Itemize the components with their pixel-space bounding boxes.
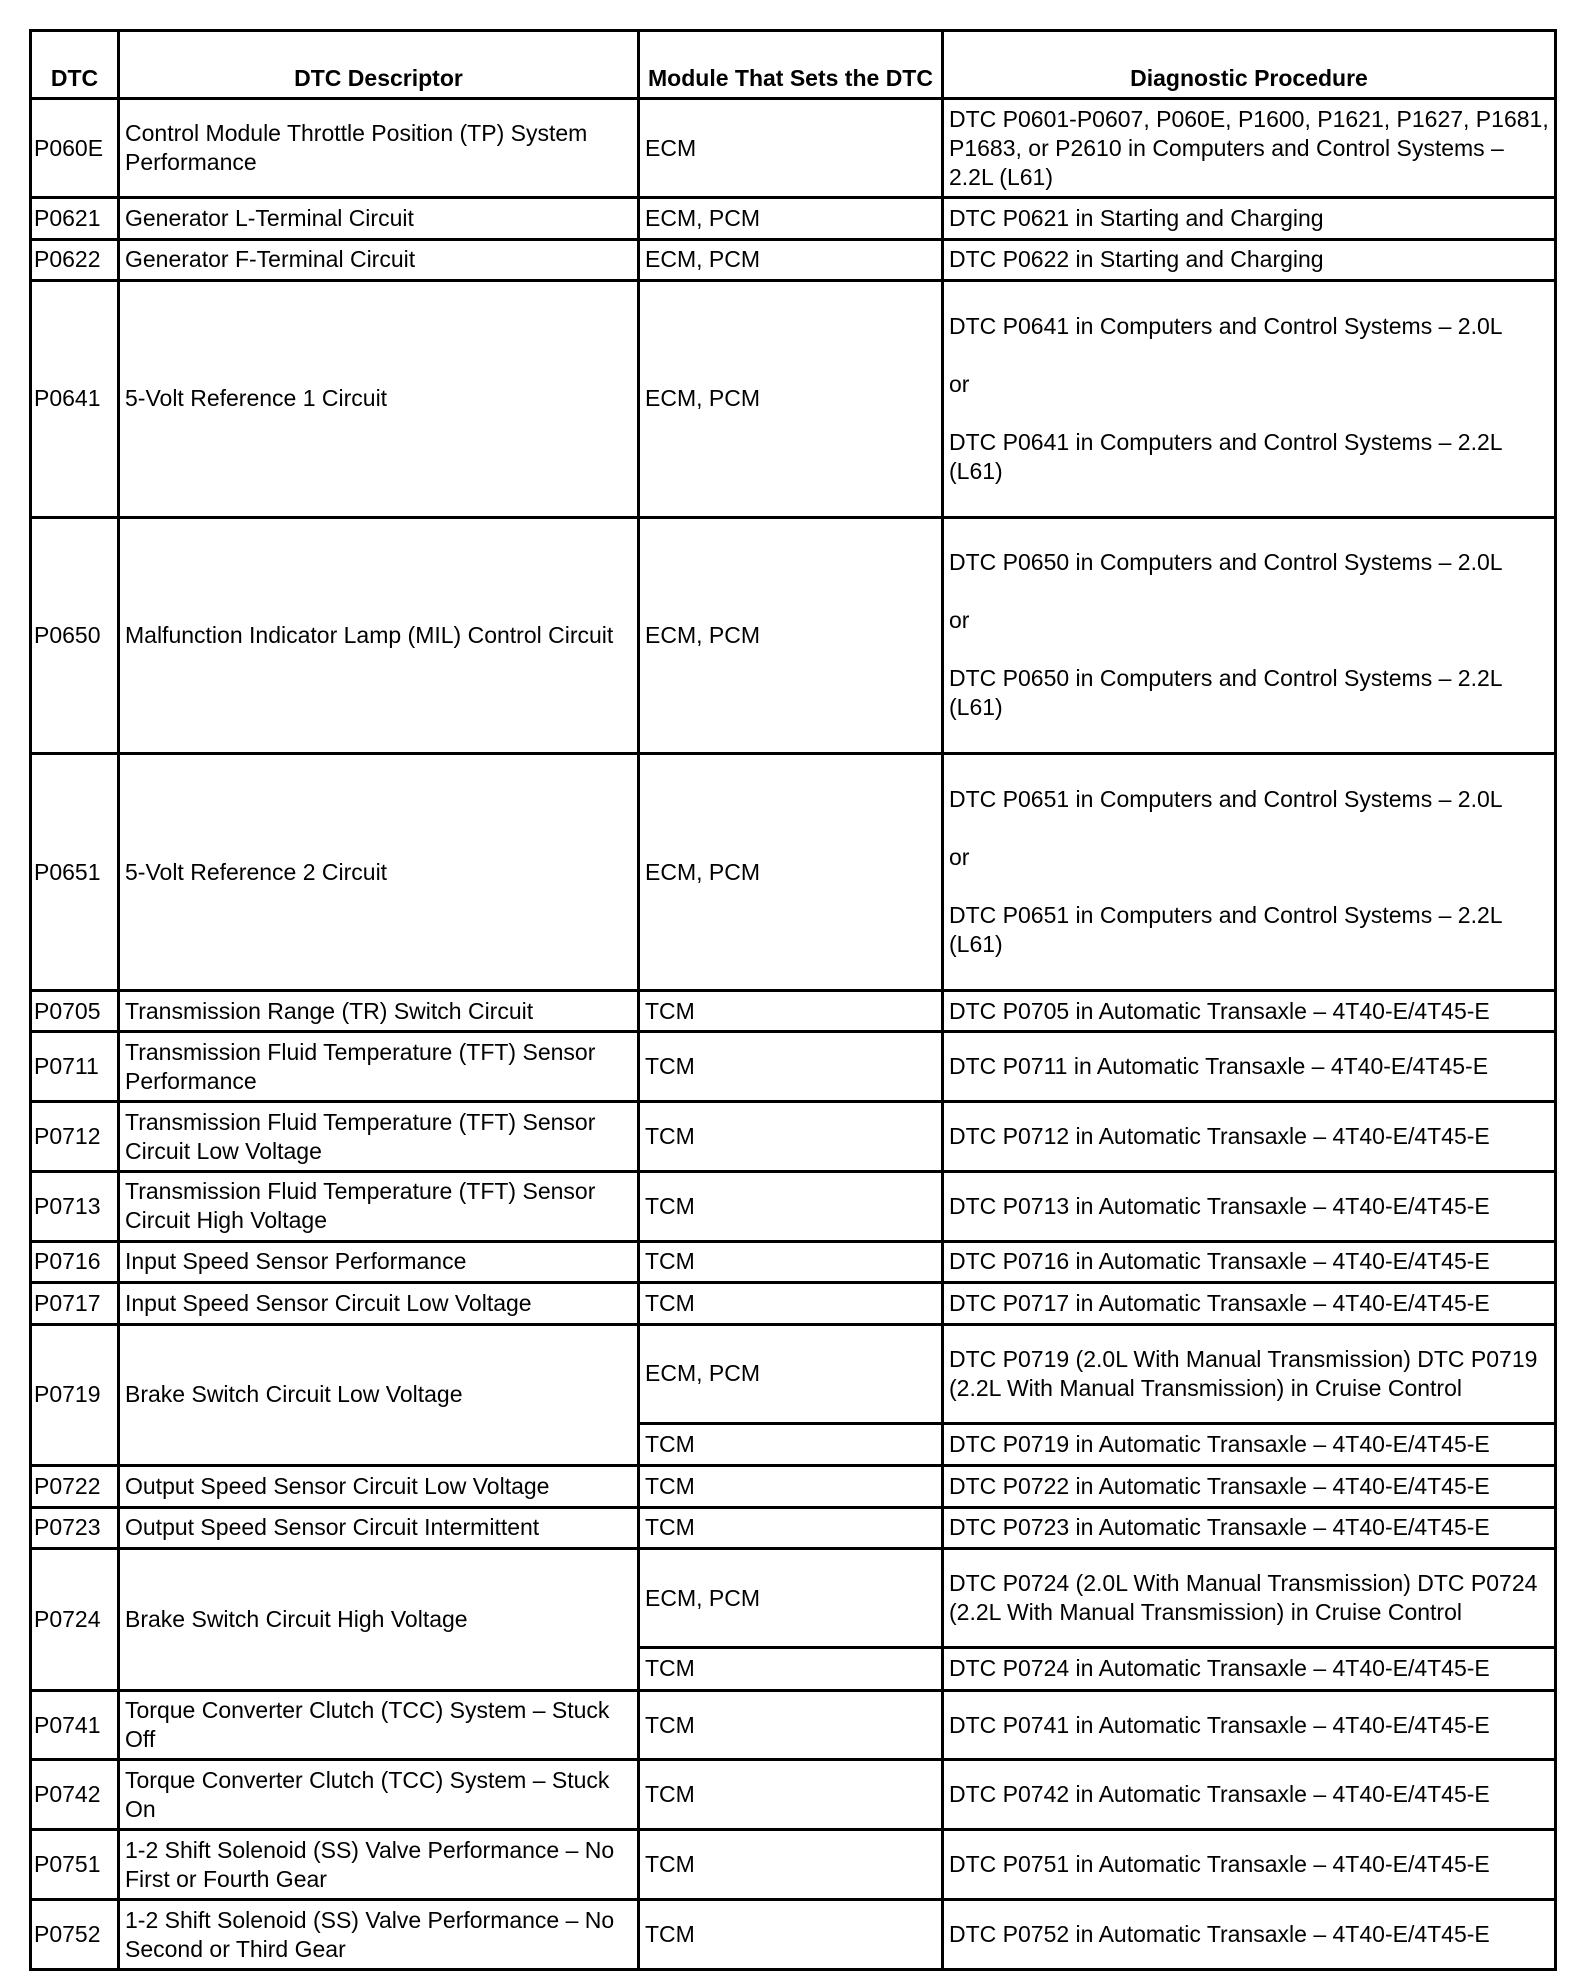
- dtc-code: P0650: [31, 517, 119, 754]
- header-procedure: Diagnostic Procedure: [943, 31, 1556, 99]
- table-row: [31, 1324, 1556, 1423]
- procedure-cell: DTC P0723 in Automatic Transaxle – 4T40-E/4T45-E: [943, 1507, 1556, 1548]
- dtc-descriptor: Malfunction Indicator Lamp (MIL) Control Circuit: [119, 517, 639, 754]
- module-cell: ECM, PCM: [639, 517, 943, 754]
- table-row: [31, 754, 1556, 991]
- procedure-cell: DTC P0622 in Starting and Charging: [943, 239, 1556, 280]
- dtc-descriptor: Torque Converter Clutch (TCC) System – Stuck Off: [119, 1690, 639, 1760]
- procedure-cell: DTC P0650 in Computers and Control Systems – 2.0L or DTC P0650 in Computers and Control Systems – 2.2L (L61): [943, 517, 1556, 754]
- table-row: [31, 239, 1556, 280]
- dtc-descriptor: Transmission Fluid Temperature (TFT) Sensor Circuit Low Voltage: [119, 1102, 639, 1172]
- dtc-descriptor: 5-Volt Reference 1 Circuit: [119, 281, 639, 518]
- procedure-cell: DTC P0717 in Automatic Transaxle – 4T40-E/4T45-E: [943, 1283, 1556, 1324]
- dtc-code: P0713: [31, 1171, 119, 1241]
- procedure-cell: DTC P0719 in Automatic Transaxle – 4T40-E/4T45-E: [943, 1423, 1556, 1465]
- module-cell: TCM: [639, 1102, 943, 1172]
- dtc-descriptor: Brake Switch Circuit Low Voltage: [119, 1324, 639, 1466]
- dtc-code: P0741: [31, 1690, 119, 1760]
- table-row: [31, 1283, 1556, 1324]
- dtc-code: P0722: [31, 1466, 119, 1507]
- dtc-code: P0712: [31, 1102, 119, 1172]
- module-cell: ECM, PCM: [639, 1324, 943, 1423]
- table-row: [31, 1549, 1556, 1648]
- table-row: [31, 1830, 1556, 1900]
- procedure-cell: DTC P0716 in Automatic Transaxle – 4T40-E/4T45-E: [943, 1241, 1556, 1282]
- module-cell: ECM, PCM: [639, 239, 943, 280]
- procedure-cell: DTC P0641 in Computers and Control Systems – 2.0L or DTC P0641 in Computers and Control Systems – 2.2L (L61): [943, 281, 1556, 518]
- module-cell: ECM, PCM: [639, 1549, 943, 1648]
- table-row: [31, 1507, 1556, 1548]
- table-row: [31, 1900, 1556, 1970]
- dtc-code: P0723: [31, 1507, 119, 1548]
- table-row: [31, 990, 1556, 1031]
- table-body: [31, 99, 1556, 1970]
- table-row: [31, 1690, 1556, 1760]
- dtc-code: P0641: [31, 281, 119, 518]
- procedure-cell: DTC P0601-P0607, P060E, P1600, P1621, P1627, P1681, P1683, or P2610 in Computers and Control Systems – 2.2L (L61): [943, 99, 1556, 198]
- dtc-descriptor: Brake Switch Circuit High Voltage: [119, 1549, 639, 1691]
- module-cell: TCM: [639, 1648, 943, 1690]
- module-cell: TCM: [639, 1283, 943, 1324]
- module-cell: ECM, PCM: [639, 754, 943, 991]
- procedure-cell: DTC P0724 in Automatic Transaxle – 4T40-E/4T45-E: [943, 1648, 1556, 1690]
- header-row: [31, 31, 1556, 99]
- module-cell: TCM: [639, 1760, 943, 1830]
- table-row: [31, 1102, 1556, 1172]
- dtc-code: P0751: [31, 1830, 119, 1900]
- table-row: [31, 1171, 1556, 1241]
- module-cell: TCM: [639, 1241, 943, 1282]
- procedure-cell: DTC P0752 in Automatic Transaxle – 4T40-E/4T45-E: [943, 1900, 1556, 1970]
- dtc-code: P0651: [31, 754, 119, 991]
- dtc-descriptor: Transmission Fluid Temperature (TFT) Sensor Circuit High Voltage: [119, 1171, 639, 1241]
- table-row: [31, 99, 1556, 198]
- module-cell: TCM: [639, 990, 943, 1031]
- dtc-code: P0711: [31, 1032, 119, 1102]
- dtc-code: P0719: [31, 1324, 119, 1466]
- header-descriptor: DTC Descriptor: [119, 31, 639, 99]
- module-cell: TCM: [639, 1466, 943, 1507]
- module-cell: TCM: [639, 1171, 943, 1241]
- procedure-cell: DTC P0711 in Automatic Transaxle – 4T40-E/4T45-E: [943, 1032, 1556, 1102]
- header-module: Module That Sets the DTC: [639, 31, 943, 99]
- dtc-descriptor: Transmission Fluid Temperature (TFT) Sensor Performance: [119, 1032, 639, 1102]
- procedure-cell: DTC P0621 in Starting and Charging: [943, 198, 1556, 239]
- dtc-descriptor: Transmission Range (TR) Switch Circuit: [119, 990, 639, 1031]
- dtc-descriptor: Input Speed Sensor Performance: [119, 1241, 639, 1282]
- table-row: [31, 198, 1556, 239]
- module-cell: TCM: [639, 1032, 943, 1102]
- module-cell: TCM: [639, 1507, 943, 1548]
- module-cell: ECM, PCM: [639, 281, 943, 518]
- dtc-descriptor: Torque Converter Clutch (TCC) System – Stuck On: [119, 1760, 639, 1830]
- module-cell: TCM: [639, 1900, 943, 1970]
- header-dtc: DTC: [31, 31, 119, 99]
- table-row: [31, 1032, 1556, 1102]
- procedure-cell: DTC P0724 (2.0L With Manual Transmission) DTC P0724 (2.2L With Manual Transmission) in Cruise Control: [943, 1549, 1556, 1648]
- module-cell: TCM: [639, 1423, 943, 1465]
- procedure-cell: DTC P0705 in Automatic Transaxle – 4T40-E/4T45-E: [943, 990, 1556, 1031]
- dtc-code: P0742: [31, 1760, 119, 1830]
- dtc-code: P0705: [31, 990, 119, 1031]
- procedure-cell: DTC P0719 (2.0L With Manual Transmission) DTC P0719 (2.2L With Manual Transmission) in Cruise Control: [943, 1324, 1556, 1423]
- dtc-descriptor: Generator F-Terminal Circuit: [119, 239, 639, 280]
- procedure-cell: DTC P0741 in Automatic Transaxle – 4T40-E/4T45-E: [943, 1690, 1556, 1760]
- dtc-code: P060E: [31, 99, 119, 198]
- dtc-descriptor: Control Module Throttle Position (TP) System Performance: [119, 99, 639, 198]
- dtc-descriptor: 1-2 Shift Solenoid (SS) Valve Performance – No Second or Third Gear: [119, 1900, 639, 1970]
- dtc-table: [29, 29, 1557, 1971]
- table-row: [31, 1760, 1556, 1830]
- module-cell: TCM: [639, 1830, 943, 1900]
- dtc-code: P0717: [31, 1283, 119, 1324]
- dtc-descriptor: Input Speed Sensor Circuit Low Voltage: [119, 1283, 639, 1324]
- table-row: [31, 1466, 1556, 1507]
- dtc-descriptor: Output Speed Sensor Circuit Low Voltage: [119, 1466, 639, 1507]
- dtc-descriptor: Output Speed Sensor Circuit Intermittent: [119, 1507, 639, 1548]
- dtc-code: P0622: [31, 239, 119, 280]
- dtc-descriptor: 1-2 Shift Solenoid (SS) Valve Performance – No First or Fourth Gear: [119, 1830, 639, 1900]
- dtc-code: P0716: [31, 1241, 119, 1282]
- dtc-code: P0724: [31, 1549, 119, 1691]
- dtc-code: P0752: [31, 1900, 119, 1970]
- dtc-descriptor: 5-Volt Reference 2 Circuit: [119, 754, 639, 991]
- procedure-cell: DTC P0651 in Computers and Control Systems – 2.0L or DTC P0651 in Computers and Control Systems – 2.2L (L61): [943, 754, 1556, 991]
- procedure-cell: DTC P0712 in Automatic Transaxle – 4T40-E/4T45-E: [943, 1102, 1556, 1172]
- module-cell: ECM, PCM: [639, 198, 943, 239]
- module-cell: TCM: [639, 1690, 943, 1760]
- procedure-cell: DTC P0713 in Automatic Transaxle – 4T40-E/4T45-E: [943, 1171, 1556, 1241]
- table-row: [31, 1241, 1556, 1282]
- dtc-code: P0621: [31, 198, 119, 239]
- table-row: [31, 281, 1556, 518]
- procedure-cell: DTC P0742 in Automatic Transaxle – 4T40-E/4T45-E: [943, 1760, 1556, 1830]
- procedure-cell: DTC P0722 in Automatic Transaxle – 4T40-E/4T45-E: [943, 1466, 1556, 1507]
- dtc-descriptor: Generator L-Terminal Circuit: [119, 198, 639, 239]
- procedure-cell: DTC P0751 in Automatic Transaxle – 4T40-E/4T45-E: [943, 1830, 1556, 1900]
- module-cell: ECM: [639, 99, 943, 198]
- table-row: [31, 517, 1556, 754]
